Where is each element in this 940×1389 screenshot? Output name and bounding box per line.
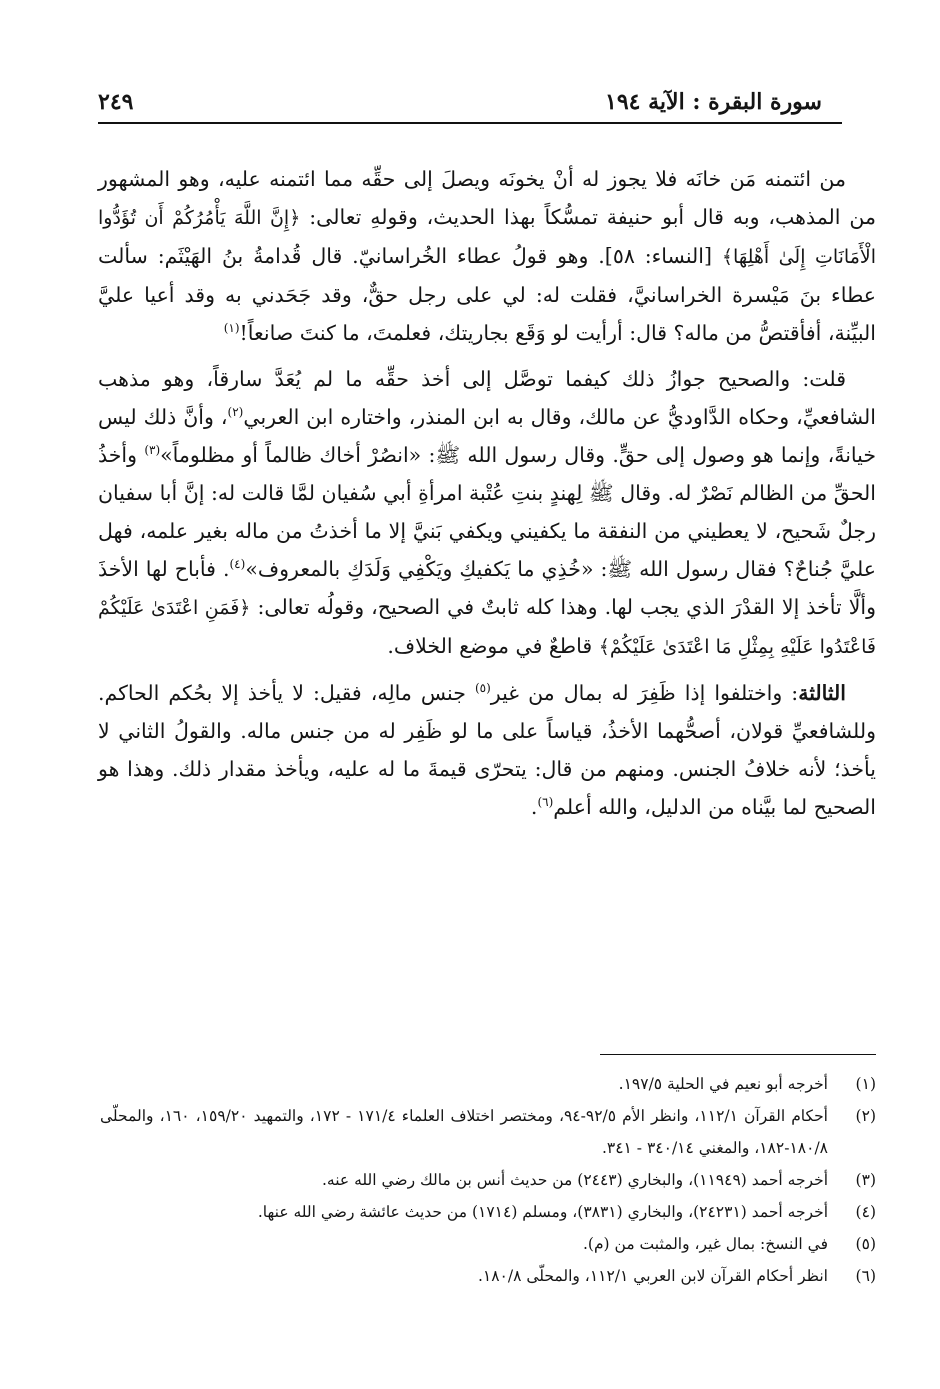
paragraph-3 bbox=[98, 674, 876, 826]
quran-quote: ﴿فَمَنِ اعْتَدَىٰ عَلَيْكُمْ فَاعْتَدُوا عَلَيْهِ بِمِثْلِ مَا اعْتَدَىٰ عَلَيْكُمْ﴾ bbox=[98, 597, 876, 658]
running-title: سورة البقرة : الآية ١٩٤ bbox=[605, 89, 822, 115]
text-run: قلت: والصحيح جوازُ ذلك كيفما توصَّل إلى أخذ حقِّه ما لم يُعَدَّ سارقاً، وهو مذهب الشافعيِّ، وحكاه الدَّاوديُّ عن مالك، وقال به ابن المنذر، واختاره ابن العربي bbox=[98, 367, 876, 429]
footnote-ref: (١) bbox=[223, 321, 240, 336]
text-run: ، وأنَّ ذلك ليس خيانةً، وإنما هو وصول إلى حقٍّ. وقال رسول الله ﷺ: «انصُرْ أخاك ظالماً أو مظلوماً» bbox=[98, 405, 877, 467]
text-run: [النساء: ٥٨]. وهو قولُ عطاء الخُراسانيّ. قال قُدامةُ بنُ الهَيْثَم: سألت عطاء بنَ مَيْسرة الخراسانيَّ، فقلت له: لي على رجل حقٌّ، وقد جَحَدني به وقد أعيا عليَّ البيِّنة، أفأقتصُّ من ماله؟ قال: أرأيت لو وَقَع بجاريتك، فعلمتَ، ما كنتَ صانعاً! bbox=[98, 244, 876, 345]
footnote-number: (٣) bbox=[855, 1171, 876, 1189]
footnote-text: في النسخ: بمال غير، والمثبت من (م). bbox=[582, 1235, 828, 1253]
footnote-text: أخرجه أحمد (٢٤٢٣١)، والبخاري (٣٨٣١)، ومسلم (١٧١٤) من حديث عائشة رضي الله عنها. bbox=[257, 1203, 828, 1221]
body-text bbox=[98, 160, 876, 834]
footnote-number: (٤) bbox=[855, 1203, 876, 1221]
footnote-text: أحكام القرآن ١١٢/١، وانظر الأم ٩٢/٥-٩٤، ومختصر اختلاف العلماء ١٧١/٤ - ١٧٢، والتمهيد ١٥٩/٢٠، ١٦٠، والمحلّى ١٨٠/٨-١٨٢، والمغني ٣٤٠/١٤ - ٣٤١. bbox=[100, 1107, 828, 1157]
footnote-text: انظر أحكام القرآن لابن العربي ١١٢/١، والمحلّى ١٨٠/٨. bbox=[477, 1267, 828, 1285]
section-lead: الثالثة bbox=[798, 681, 846, 705]
footnote bbox=[100, 1260, 876, 1292]
footnote-separator bbox=[600, 1054, 876, 1055]
footnote-ref: (٢) bbox=[227, 405, 244, 420]
footnote-ref: (٤) bbox=[229, 557, 246, 572]
footnote bbox=[100, 1068, 876, 1100]
text-run: : واختلفوا إذا ظَفِرَ له بمال من غير bbox=[490, 681, 799, 705]
footnote-ref: (٣) bbox=[144, 443, 161, 458]
text-run: جنس مالِه، فقيل: لا يأخذ إلا بحُكم الحاكم. وللشافعيِّ قولان، أصحُّهما الأخذُ، قياساً على ما لو ظَفِر له من جنس ماله. والقولُ الثاني لا يأخذ؛ لأنه خلافُ الجنس. ومنهم من قال: يتحرّى قيمةَ ما له عليه، ويأخذ مقدار ذلك. وهذا هو الصحيح لما بيَّناه من الدليل، والله أعلم bbox=[98, 681, 876, 819]
page-number: ٢٤٩ bbox=[98, 89, 134, 115]
footnotes bbox=[100, 1068, 876, 1292]
footnote bbox=[100, 1196, 876, 1228]
quran-quote: ﴿إِنَّ اللَّهَ يَأْمُرُكُمْ أَن تُؤَدُّوا الْأَمَانَاتِ إِلَىٰ أَهْلِهَا﴾ bbox=[98, 207, 876, 268]
footnote-text: أخرجه أحمد (١١٩٤٩)، والبخاري (٢٤٤٣) من حديث أنس بن مالك رضي الله عنه. bbox=[322, 1171, 828, 1189]
footnote-ref: (٦) bbox=[537, 795, 554, 810]
text-run: وأخذُ الحقِّ من الظالم نَصْرٌ له. وقال ﷺ لِهندٍ بنتِ عُتْبة امرأةِ أبي سُفيان لمَّا قالت له: إنَّ أبا سفيان رجلٌ شَحيح، لا يعطيني من النفقة ما يكفيني ويكفي بَنيَّ إلا ما أخذتُ من ماله بغير علمه، فهل عليَّ جُناحٌ؟ فقال رسول الله ﷺ: «خُذِي ما يَكفيكِ ويَكْفِي وَلَدَكِ بالمعروف» bbox=[98, 443, 876, 581]
text-run: من ائتمنه مَن خانَه فلا يجوز له أنْ يخونَه ويصلَ إلى حقِّه مما ائتمنه عليه، وهو المشهور من المذهب، وبه قال أبو حنيفة تمسُّكاً بهذا الحديث، وقولهِ تعالى: bbox=[98, 167, 876, 229]
footnote-text: أخرجه أبو نعيم في الحلية ١٩٧/٥. bbox=[618, 1075, 828, 1093]
footnote-number: (١) bbox=[855, 1075, 876, 1093]
text-run: قاطعٌ في موضع الخلاف. bbox=[387, 634, 599, 658]
footnote bbox=[100, 1228, 876, 1260]
paragraph-2 bbox=[98, 360, 876, 666]
footnote-ref: (٥) bbox=[474, 681, 491, 696]
footnote-number: (٢) bbox=[855, 1107, 876, 1125]
text-run: . فأباح لها الأخذَ وألَّا تأخذ إلا القدْرَ الذي يجب لها. وهذا كله ثابتٌ في الصحيح، وقولُه تعالى: bbox=[98, 557, 876, 619]
footnote-number: (٦) bbox=[855, 1267, 876, 1285]
footnote-number: (٥) bbox=[855, 1235, 876, 1253]
footnote bbox=[100, 1164, 876, 1196]
paragraph-1 bbox=[98, 160, 876, 352]
text-run: . bbox=[530, 795, 538, 819]
header-rule bbox=[98, 122, 842, 124]
footnote bbox=[100, 1100, 876, 1164]
